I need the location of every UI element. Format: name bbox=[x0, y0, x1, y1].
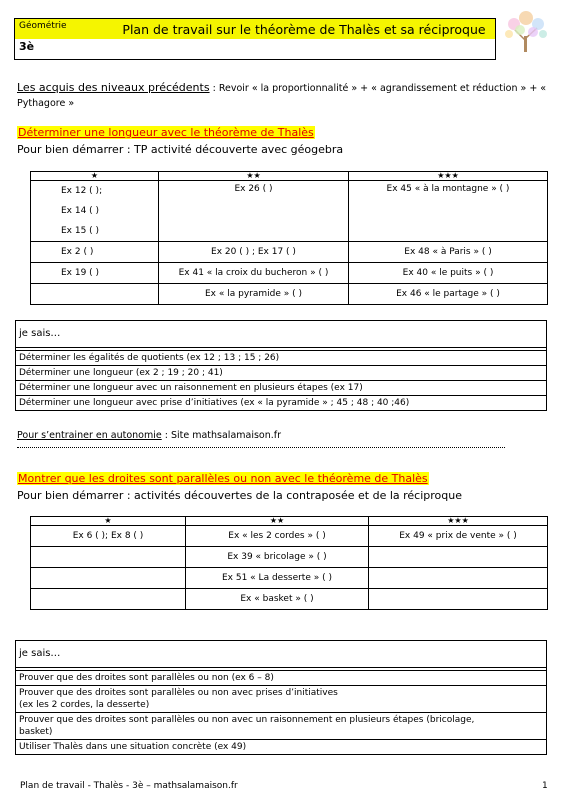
skill-item: Déterminer une longueur (ex 2 ; 19 ; 20 ; 41) bbox=[16, 366, 547, 381]
exercise-item: Ex 46 « le partage » ( ) bbox=[349, 284, 548, 305]
skill-item: Déterminer les égalités de quotients (ex 12 ; 13 ; 15 ; 26) bbox=[16, 351, 547, 366]
skill-line: Prouver que des droites sont parallèles ou non avec prises d’initiatives bbox=[19, 688, 338, 698]
skills-head: je sais… bbox=[16, 321, 547, 348]
prior-knowledge bbox=[17, 80, 547, 111]
header-box bbox=[14, 18, 496, 60]
table-cell bbox=[369, 568, 548, 589]
section2-start: Pour bien démarrer : activités découvertes de la contraposée et de la réciproque bbox=[17, 489, 463, 502]
skills-table-2 bbox=[15, 640, 547, 755]
skill-line: Prouver que des droites sont parallèles ou non avec un raisonnement en plusieurs étapes (bricolage, bbox=[19, 715, 475, 725]
exercise-item: Ex 45 « à la montagne » ( ) bbox=[349, 181, 548, 242]
table-cell bbox=[31, 181, 159, 242]
table-cell bbox=[31, 589, 186, 610]
exercise-item: Ex 41 « la croix du bucheron » ( ) bbox=[159, 263, 349, 284]
skill-item bbox=[16, 713, 547, 740]
exercise-item: Ex 48 « à Paris » ( ) bbox=[349, 242, 548, 263]
practice-site: : Site mathsalamaison.fr bbox=[161, 430, 282, 441]
section1-title: Déterminer une longueur avec le théorème de Thalès bbox=[18, 126, 314, 139]
section1-start: Pour bien démarrer : TP activité découverte avec géogebra bbox=[17, 143, 344, 156]
footer-text: Plan de travail - Thalès - 3è – mathsalamaison.fr bbox=[20, 781, 238, 791]
section2-title-wrap bbox=[17, 472, 429, 485]
difficulty-2-star: ★★ bbox=[159, 172, 349, 181]
exercise-item: Ex 39 « bricolage » ( ) bbox=[186, 547, 369, 568]
exercise-item: Ex 49 « prix de vente » ( ) bbox=[369, 526, 548, 547]
skill-line: (ex les 2 cordes, la desserte) bbox=[19, 700, 150, 710]
skill-item: Utiliser Thalès dans une situation concrète (ex 49) bbox=[16, 740, 547, 755]
practice-line bbox=[17, 430, 281, 441]
tree-logo-icon bbox=[500, 6, 552, 58]
practice-label: Pour s’entrainer en autonomie bbox=[17, 430, 162, 441]
section2-exercise-table bbox=[30, 516, 548, 610]
difficulty-3-star: ★★★ bbox=[369, 517, 548, 526]
page-title: Plan de travail sur le théorème de Thalès et sa réciproque bbox=[122, 22, 486, 37]
skill-item: Prouver que des droites sont parallèles ou non (ex 6 – 8) bbox=[16, 671, 547, 686]
exercise-item: Ex 19 ( ) bbox=[31, 263, 159, 284]
exercise-item: Ex « basket » ( ) bbox=[186, 589, 369, 610]
page-number: 1 bbox=[542, 781, 548, 791]
skill-item bbox=[16, 686, 547, 713]
skill-item: Déterminer une longueur avec un raisonnement en plusieurs étapes (ex 17) bbox=[16, 381, 547, 396]
prior-knowledge-label: Les acquis des niveaux précédents bbox=[17, 81, 210, 94]
difficulty-1-star: ★ bbox=[31, 172, 159, 181]
table-cell bbox=[369, 547, 548, 568]
exercise-item: Ex « la pyramide » ( ) bbox=[159, 284, 349, 305]
skill-line: basket) bbox=[19, 727, 53, 737]
table-cell bbox=[369, 589, 548, 610]
dotted-line bbox=[17, 447, 505, 448]
prior-knowledge-text: : Revoir « la proportionnalité » + « agrandissement et réduction » + « Pythagore » bbox=[17, 83, 547, 109]
exercise-item: Ex 15 ( ) bbox=[61, 226, 100, 236]
exercise-item: Ex 6 ( ); Ex 8 ( ) bbox=[31, 526, 186, 547]
exercise-item: Ex 20 ( ) ; Ex 17 ( ) bbox=[159, 242, 349, 263]
skills-head: je sais… bbox=[16, 641, 547, 668]
exercise-item: Ex 26 ( ) bbox=[159, 181, 349, 242]
exercise-item: Ex 12 ( ); bbox=[61, 186, 103, 196]
table-cell bbox=[31, 547, 186, 568]
section2-title: Montrer que les droites sont parallèles ou non avec le théorème de Thalès bbox=[18, 472, 428, 485]
difficulty-3-star: ★★★ bbox=[349, 172, 548, 181]
exercise-item: Ex 14 ( ) bbox=[61, 206, 100, 216]
section1-exercise-table bbox=[30, 171, 548, 305]
exercise-item: Ex 2 ( ) bbox=[31, 242, 159, 263]
exercise-item: Ex 51 « La desserte » ( ) bbox=[186, 568, 369, 589]
difficulty-2-star: ★★ bbox=[186, 517, 369, 526]
skills-table-1 bbox=[15, 320, 547, 411]
level-label: 3è bbox=[19, 40, 35, 53]
exercise-item: Ex 40 « le puits » ( ) bbox=[349, 263, 548, 284]
table-cell bbox=[31, 284, 159, 305]
section1-title-wrap bbox=[17, 126, 315, 139]
difficulty-1-star: ★ bbox=[31, 517, 186, 526]
exercise-item: Ex « les 2 cordes » ( ) bbox=[186, 526, 369, 547]
subject-label: Géométrie bbox=[19, 21, 67, 31]
skill-item: Déterminer une longueur avec prise d’initiatives (ex « la pyramide » ; 45 ; 48 ; 40 ;46) bbox=[16, 396, 547, 411]
table-cell bbox=[31, 568, 186, 589]
